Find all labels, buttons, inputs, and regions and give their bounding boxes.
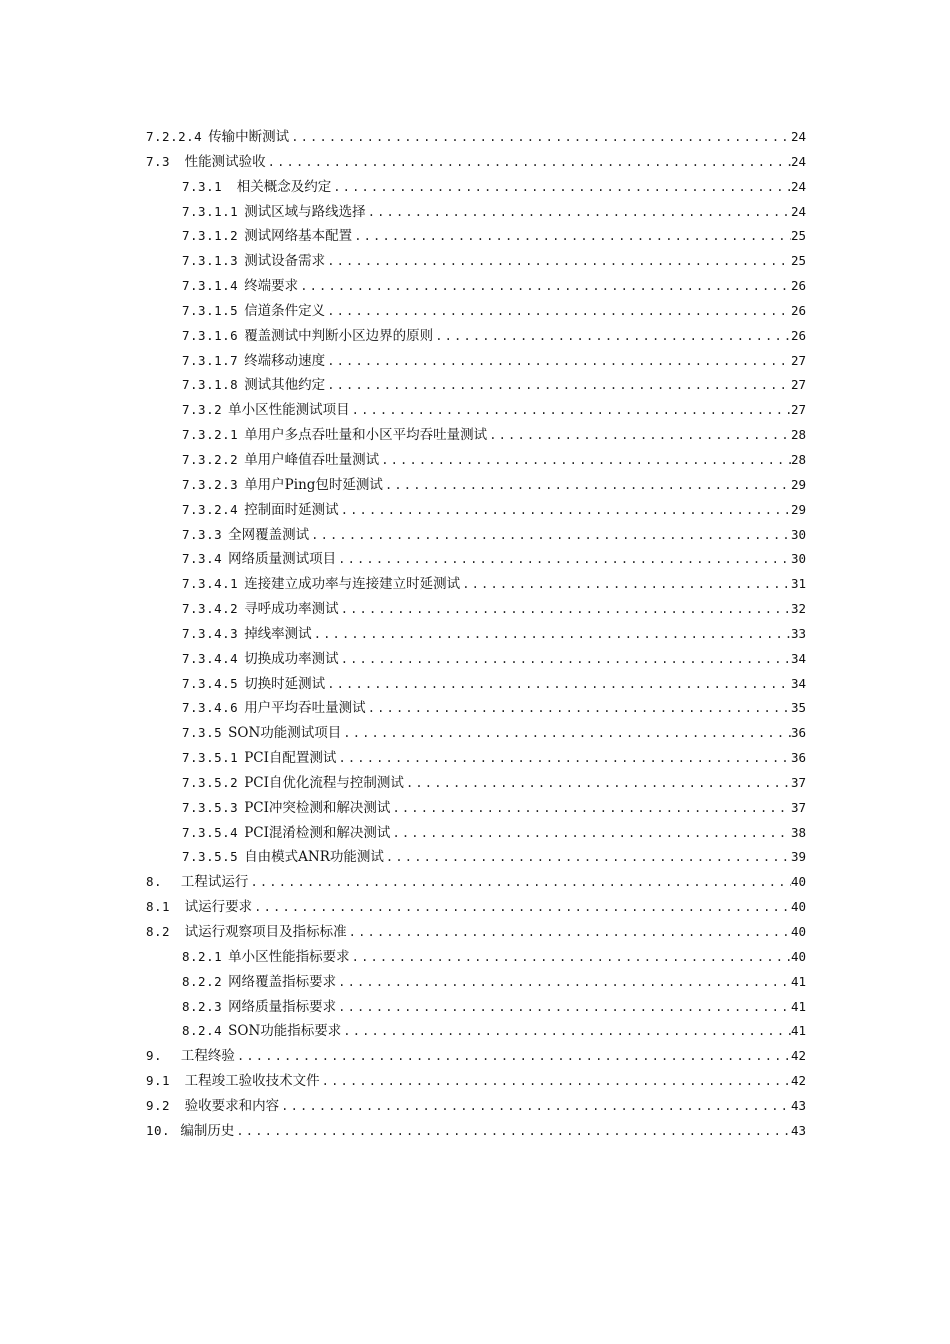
toc-entry-title: 单用户多点吞吐量和小区平均吞吐量测试	[244, 427, 488, 444]
toc-dot-leader	[336, 970, 791, 995]
toc-entry-page-number: 27	[790, 377, 806, 393]
toc-entry[interactable]	[146, 995, 806, 1020]
toc-entry-number: 7.3.4.3	[182, 625, 239, 641]
toc-entry-number: 7.3.1.8	[182, 377, 239, 393]
toc-entry-title: 连接建立成功率与连接建立时延测试	[244, 576, 461, 593]
toc-dot-leader	[298, 274, 791, 299]
toc-entry-page-number: 29	[790, 501, 806, 517]
toc-entry-number: 7.3.1.2	[182, 228, 239, 244]
toc-entry-page-number: 41	[790, 1023, 806, 1039]
toc-entry-title: 编制历史	[176, 1122, 235, 1139]
toc-entry-title: 网络质量测试项目	[228, 551, 337, 568]
toc-entry[interactable]	[146, 895, 806, 920]
toc-entry-title: 寻呼成功率测试	[244, 601, 339, 618]
toc-entry[interactable]	[146, 150, 806, 175]
toc-dot-leader	[341, 1019, 791, 1044]
toc-entry-number: 7.3.5.4	[182, 824, 239, 840]
toc-entry-title: 单小区性能指标要求	[228, 948, 350, 965]
toc-entry[interactable]	[146, 696, 806, 721]
toc-entry[interactable]	[146, 870, 806, 895]
toc-entry-number: 7.3.1.6	[182, 327, 239, 343]
toc-entry-number: 7.3.4.2	[182, 601, 239, 617]
toc-dot-leader	[347, 920, 791, 945]
toc-entry[interactable]	[146, 1044, 806, 1069]
toc-entry-title: 性能测试验收	[176, 153, 266, 170]
toc-dot-leader	[350, 398, 791, 423]
toc-entry-page-number: 32	[790, 601, 806, 617]
toc-dot-leader	[279, 1094, 791, 1119]
toc-dot-leader	[289, 125, 791, 150]
toc-entry-page-number: 40	[790, 874, 806, 890]
toc-dot-leader	[352, 224, 791, 249]
toc-dot-leader	[252, 895, 791, 920]
toc-entry-title: 控制面时延测试	[244, 501, 339, 518]
toc-dot-leader	[325, 249, 791, 274]
toc-entry-number: 7.3	[146, 153, 171, 169]
toc-entry-page-number: 27	[790, 352, 806, 368]
toc-entry-title: 测试其他约定	[244, 377, 326, 394]
toc-entry-number: 7.3.1	[182, 178, 223, 194]
toc-dot-leader	[379, 448, 791, 473]
toc-entry-title: 网络质量指标要求	[228, 998, 337, 1015]
toc-entry-title: 切换成功率测试	[244, 650, 339, 667]
toc-entry-page-number: 26	[790, 278, 806, 294]
toc-dot-leader	[336, 547, 791, 572]
toc-entry-page-number: 42	[790, 1048, 806, 1064]
toc-entry-page-number: 40	[790, 899, 806, 915]
toc-entry[interactable]	[146, 721, 806, 746]
toc-entry[interactable]	[146, 398, 806, 423]
toc-entry-page-number: 30	[790, 526, 806, 542]
toc-entry-page-number: 39	[790, 849, 806, 865]
toc-entry-number: 8.2	[146, 924, 171, 939]
toc-entry-page-number: 29	[790, 476, 806, 492]
toc-entry-number: 7.3.4	[182, 551, 223, 567]
toc-entry-number: 9.	[146, 1048, 163, 1064]
toc-entry[interactable]	[146, 597, 806, 622]
toc-entry-number: 7.3.1.5	[182, 302, 239, 318]
toc-entry-number: 8.1	[146, 899, 171, 915]
toc-dot-leader	[366, 200, 791, 225]
toc-entry-number: 7.3.2.4	[182, 501, 239, 517]
toc-entry-title: PCI自配置测试	[244, 750, 337, 767]
toc-dot-leader	[320, 1069, 791, 1094]
toc-dot-leader	[390, 796, 791, 821]
toc-entry-title: 单用户Ping包时延测试	[244, 476, 383, 493]
toc-entry-page-number: 35	[790, 700, 806, 716]
toc-entry-page-number: 38	[790, 824, 806, 840]
toc-entry[interactable]	[146, 448, 806, 473]
toc-entry-page-number: 33	[790, 625, 806, 641]
toc-entry-page-number: 36	[790, 725, 806, 741]
toc-entry-number: 7.3.5.2	[182, 774, 239, 790]
toc-entry-page-number: 36	[790, 750, 806, 766]
toc-entry-page-number: 41	[790, 998, 806, 1014]
toc-dot-leader	[384, 845, 791, 870]
toc-entry-number: 7.3.2	[182, 402, 223, 418]
toc-entry-number: 8.2.1	[182, 948, 223, 964]
toc-dot-leader	[339, 647, 791, 672]
toc-dot-leader	[404, 771, 791, 796]
toc-entry-title: 工程试运行	[168, 874, 249, 891]
toc-entry-page-number: 27	[790, 402, 806, 418]
toc-entry-number: 8.2.3	[182, 998, 223, 1014]
toc-entry[interactable]	[146, 274, 806, 299]
toc-entry-number: 7.3.1.1	[182, 203, 239, 219]
toc-dot-leader	[487, 423, 791, 448]
toc-entry-page-number: 43	[790, 1097, 806, 1113]
toc-entry-title: 自由模式ANR功能测试	[244, 849, 384, 866]
toc-entry-number: 7.3.4.6	[182, 700, 239, 716]
toc-entry-number: 7.3.2.2	[182, 451, 239, 467]
toc-dot-leader	[312, 622, 791, 647]
toc-entry[interactable]	[146, 970, 806, 995]
toc-entry-title: 工程终验	[168, 1048, 235, 1065]
toc-dot-leader	[460, 572, 791, 597]
toc-entry-number: 7.3.1.3	[182, 253, 239, 269]
toc-entry[interactable]	[146, 299, 806, 324]
toc-entry-number: 7.3.4.4	[182, 650, 239, 666]
toc-entry-number: 9.1	[146, 1073, 171, 1089]
toc-entry-number: 7.3.2.1	[182, 427, 239, 443]
toc-entry-number: 7.3.5.5	[182, 849, 239, 865]
toc-dot-leader	[234, 1119, 791, 1144]
toc-entry-number: 7.3.5.3	[182, 799, 239, 815]
toc-entry[interactable]	[146, 175, 806, 200]
toc-entry-number: 7.3.4.5	[182, 675, 239, 691]
toc-entry-page-number: 40	[790, 948, 806, 964]
toc-entry[interactable]	[146, 647, 806, 672]
toc-entry-title: SON功能测试项目	[228, 725, 342, 742]
toc-entry-number: 7.3.1.4	[182, 278, 239, 294]
toc-entry-page-number: 26	[790, 327, 806, 343]
toc-dot-leader	[336, 746, 791, 771]
toc-entry-page-number: 24	[790, 203, 806, 219]
toc-entry-page-number: 37	[790, 774, 806, 790]
toc-entry-page-number: 31	[790, 576, 806, 592]
toc-dot-leader	[235, 1044, 791, 1069]
toc-dot-leader	[309, 523, 791, 548]
toc-entry-title: 试运行观察项目及指标标准	[176, 924, 347, 940]
toc-entry[interactable]	[146, 1094, 806, 1119]
toc-entry-number: 10.	[146, 1122, 171, 1138]
toc-entry-title: SON功能指标要求	[228, 1023, 342, 1040]
toc-entry-number: 9.2	[146, 1097, 171, 1113]
toc-entry-page-number: 26	[790, 302, 806, 318]
toc-entry-title: 终端要求	[244, 278, 299, 295]
toc-entry-title: 单小区性能测试项目	[228, 402, 350, 419]
toc-entry-title: 测试设备需求	[244, 253, 326, 270]
toc-entry-page-number: 28	[790, 427, 806, 443]
toc-entry[interactable]	[146, 349, 806, 374]
toc-entry-page-number: 34	[790, 650, 806, 666]
toc-entry[interactable]	[146, 324, 806, 349]
toc-entry-number: 7.3.2.3	[182, 476, 239, 492]
toc-dot-leader	[339, 498, 791, 523]
toc-entry-number: 7.3.4.1	[182, 576, 239, 592]
toc-entry-number: 8.2.4	[182, 1023, 223, 1039]
toc-entry[interactable]	[146, 821, 806, 846]
toc-entry-number: 7.3.5	[182, 725, 223, 741]
toc-entry[interactable]	[146, 845, 806, 870]
toc-dot-leader	[350, 945, 791, 970]
toc-entry[interactable]	[146, 224, 806, 249]
toc-dot-leader	[341, 721, 791, 746]
toc-entry-page-number: 28	[790, 451, 806, 467]
toc-entry-title: 试运行要求	[176, 899, 253, 916]
toc-entry-title: 测试区域与路线选择	[244, 203, 366, 220]
toc-dot-leader	[248, 870, 791, 895]
toc-entry-title: 网络覆盖指标要求	[228, 973, 337, 990]
toc-entry-page-number: 24	[790, 178, 806, 194]
toc-entry[interactable]	[146, 523, 806, 548]
toc-dot-leader	[390, 821, 791, 846]
toc-entry[interactable]	[146, 771, 806, 796]
toc-entry[interactable]	[146, 672, 806, 697]
toc-dot-leader	[266, 150, 791, 175]
toc-entry[interactable]	[146, 572, 806, 597]
toc-entry-page-number: 43	[790, 1122, 806, 1138]
toc-dot-leader	[336, 995, 791, 1020]
toc-entry[interactable]	[146, 746, 806, 771]
toc-entry-page-number: 37	[790, 799, 806, 815]
toc-entry-page-number: 24	[790, 129, 806, 144]
toc-entry[interactable]	[146, 249, 806, 274]
toc-entry-number: 7.2.2.4	[146, 129, 203, 144]
toc-entry-page-number: 42	[790, 1073, 806, 1089]
toc-dot-leader	[325, 373, 791, 398]
toc-entry[interactable]	[146, 796, 806, 821]
toc-dot-leader	[339, 597, 791, 622]
toc-entry-page-number: 30	[790, 551, 806, 567]
toc-entry-page-number: 34	[790, 675, 806, 691]
toc-entry-title: PCI自优化流程与控制测试	[244, 774, 404, 791]
toc-entry-page-number: 25	[790, 228, 806, 244]
toc-entry[interactable]	[146, 125, 806, 150]
toc-entry[interactable]	[146, 498, 806, 523]
toc-entry-page-number: 40	[790, 924, 806, 939]
toc-entry-title: 传输中断测试	[208, 129, 290, 145]
toc-entry-title: 全网覆盖测试	[228, 526, 310, 543]
toc-entry[interactable]	[146, 1069, 806, 1094]
toc-entry[interactable]	[146, 473, 806, 498]
toc-entry-title: 覆盖测试中判断小区边界的原则	[244, 327, 434, 344]
toc-entry-title: 用户平均吞吐量测试	[244, 700, 366, 717]
toc-entry-title: PCI冲突检测和解决测试	[244, 799, 391, 816]
toc-dot-leader	[366, 696, 791, 721]
toc-entry-title: 验收要求和内容	[176, 1097, 280, 1114]
toc-entry-number: 7.3.1.7	[182, 352, 239, 368]
toc-entry-number: 8.2.2	[182, 973, 223, 989]
table-of-contents	[146, 125, 806, 1144]
toc-entry[interactable]	[146, 920, 806, 945]
toc-entry[interactable]	[146, 547, 806, 572]
toc-entry-title: 测试网络基本配置	[244, 228, 353, 245]
toc-dot-leader	[433, 324, 791, 349]
toc-dot-leader	[383, 473, 791, 498]
toc-entry-number: 7.3.5.1	[182, 750, 239, 766]
toc-dot-leader	[331, 175, 791, 200]
toc-entry-title: 单用户峰值吞吐量测试	[244, 451, 380, 468]
toc-entry-title: PCI混淆检测和解决测试	[244, 824, 391, 841]
toc-entry-page-number: 41	[790, 973, 806, 989]
toc-entry-title: 终端移动速度	[244, 352, 326, 369]
toc-entry[interactable]	[146, 373, 806, 398]
toc-entry-page-number: 24	[790, 153, 806, 169]
toc-entry[interactable]	[146, 200, 806, 225]
toc-entry-title: 切换时延测试	[244, 675, 326, 692]
toc-entry-number: 8.	[146, 874, 163, 890]
toc-entry[interactable]	[146, 622, 806, 647]
toc-entry[interactable]	[146, 945, 806, 970]
toc-entry[interactable]	[146, 1019, 806, 1044]
toc-entry-title: 工程竣工验收技术文件	[176, 1073, 320, 1090]
toc-entry-title: 信道条件定义	[244, 302, 326, 319]
toc-entry-title: 掉线率测试	[244, 625, 312, 642]
toc-dot-leader	[325, 349, 791, 374]
toc-entry[interactable]	[146, 423, 806, 448]
toc-dot-leader	[325, 299, 791, 324]
toc-entry-title: 相关概念及约定	[228, 178, 332, 195]
toc-entry-page-number: 25	[790, 253, 806, 269]
toc-dot-leader	[325, 672, 791, 697]
toc-entry-number: 7.3.3	[182, 526, 223, 542]
toc-entry[interactable]	[146, 1119, 806, 1144]
